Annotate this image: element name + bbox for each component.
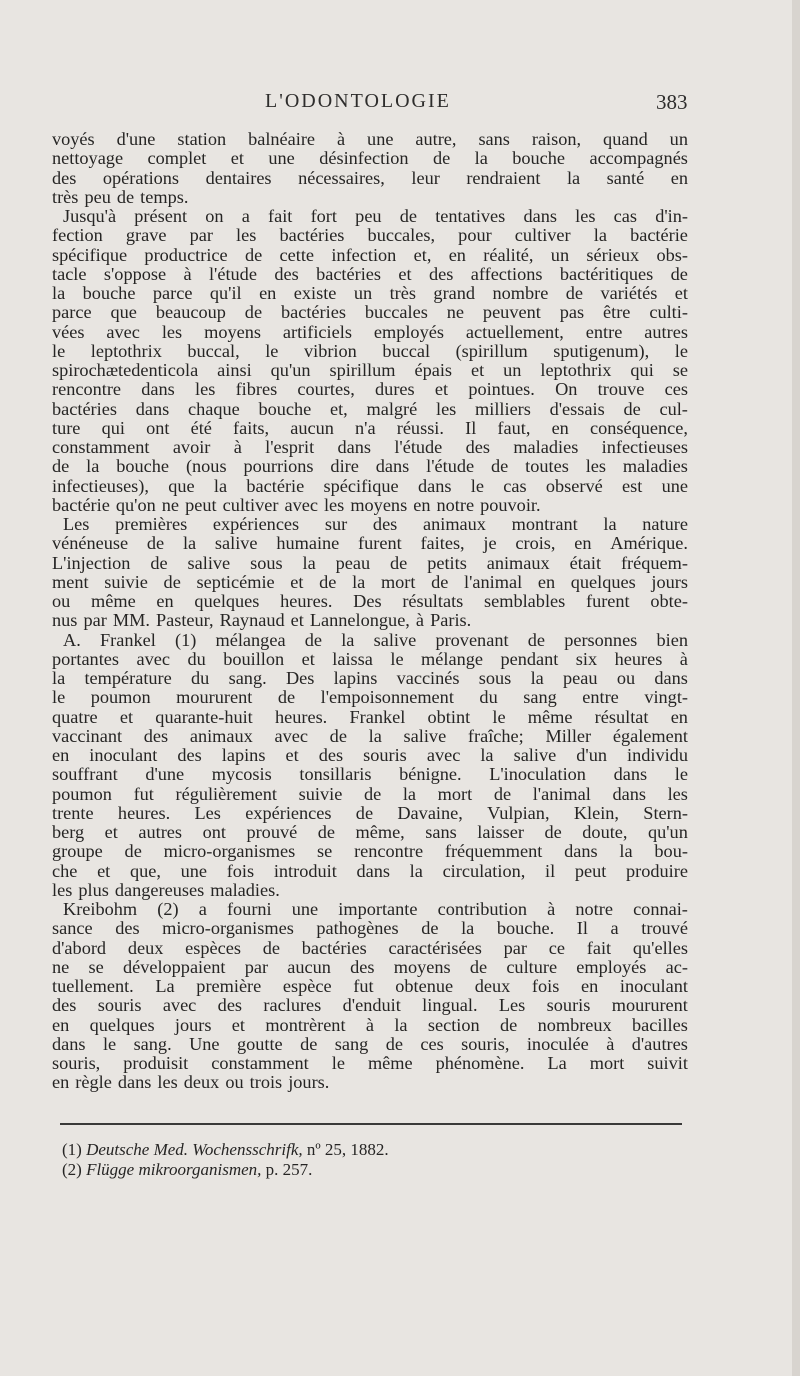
text-line: Kreibohm (2) a fourni une importante contribution à notre connai-: [63, 899, 688, 919]
text-line: nus par MM. Pasteur, Raynaud et Lannelongue, à Paris.: [52, 610, 472, 631]
text-line: ture qui ont été faits, aucun n'a réussi. Il faut, en conséquence,: [52, 417, 688, 438]
text-line: la bouche parce qu'il en existe un très grand nombre de variétés et: [52, 283, 688, 303]
footnote-details: p. 257.: [261, 1160, 313, 1179]
page-number: 383: [656, 90, 688, 114]
text-line: dans le sang. Une goutte de sang de ces souris, inoculée à d'autres: [52, 1033, 688, 1054]
text-line: nettoyage complet et une désinfection de la bouche accompagnés: [52, 148, 688, 169]
text-line: sance des micro-organismes pathogènes de la bouche. Il a trouvé: [52, 918, 688, 939]
text-line: la température du sang. Des lapins vaccinés sous la peau ou dans: [52, 668, 688, 688]
text-line: des souris avec des raclures d'enduit lingual. Les souris moururent: [52, 995, 688, 1016]
text-line: en quelques jours et montrèrent à la section de nombreux bacilles: [52, 1014, 688, 1035]
text-line: trente heures. Les expériences de Davaine, Vulpian, Klein, Stern-: [52, 802, 688, 823]
text-line: le poumon moururent de l'empoisonnement du sang entre vingt-: [52, 687, 688, 708]
text-line: tuellement. La première espèce fut obtenue deux fois en inoculant: [52, 976, 688, 996]
text-line: groupe de micro-organismes se rencontre fréquemment dans la bou-: [52, 841, 688, 862]
text-line: le leptothrix buccal, le vibrion buccal (spirillum sputigenum), le: [52, 340, 688, 361]
paragraph: [52, 900, 688, 1093]
text-line: ment suivie de septicémie et de la mort de l'animal en quelques jours: [52, 571, 688, 592]
text-line: portantes avec du bouillon et laissa le mélange pendant six heures à: [52, 648, 688, 669]
footnote-2: [62, 1160, 662, 1180]
text-line: souffrant d'une mycosis tonsillaris bénigne. L'inoculation dans le: [52, 764, 688, 785]
text-line: voyés d'une station balnéaire à une autre, sans raison, quand un: [52, 129, 688, 149]
text-line: infectieuses), que la bactérie spécifique dans le cas observé est une: [52, 475, 688, 496]
text-line: de la bouche (nous pourrions dire dans l'étude de toutes les maladies: [52, 456, 688, 477]
text-line: vées avec les moyens artificiels employés actuellement, entre autres: [52, 321, 688, 342]
footnote-details: nº 25, 1882.: [302, 1140, 389, 1159]
text-line: berg et autres ont prouvé de même, sans laisser de doute, qu'un: [52, 822, 688, 842]
text-line: L'injection de salive sous la peau de petits animaux était fréquem-: [52, 552, 688, 573]
text-line: les plus dangereuses maladies.: [52, 879, 280, 900]
text-line: ne se développaient par aucun des moyens de culture employés ac-: [52, 956, 688, 977]
text-line: constamment avoir à l'esprit dans l'étude des maladies infectieuses: [52, 437, 688, 457]
text-line: tacle s'oppose à l'étude des bactéries et des affections bactéritiques de: [52, 263, 688, 284]
text-line: poumon fut régulièrement suivie de la mort de l'animal dans les: [52, 783, 688, 804]
footnote-source: Deutsche Med. Wochensschrifk,: [86, 1140, 303, 1159]
running-title: L'ODONTOLOGIE: [265, 90, 451, 112]
paragraph: [52, 207, 688, 515]
text-line: A. Frankel (1) mélangea de la salive provenant de personnes bien: [63, 629, 688, 650]
text-line: spirochætedenticola ainsi qu'un spirillum épais et un leptothrix qui se: [52, 360, 688, 380]
text-line: quatre et quarante-huit heures. Frankel obtint le même résultat en: [52, 706, 688, 727]
page-edge: [792, 0, 800, 1376]
text-line: ou même en quelques heures. Des résultats semblables furent obte-: [52, 591, 688, 611]
text-line: vénéneuse de la salive humaine furent faites, je crois, en Amérique.: [52, 533, 688, 554]
text-line: rencontre dans les fibres courtes, dures et pointues. On trouve ces: [52, 379, 688, 400]
paragraph: [52, 631, 688, 901]
text-line: vaccinant des animaux avec de la salive fraîche; Miller également: [52, 725, 688, 746]
paragraph: [52, 130, 688, 207]
paragraph: [52, 515, 688, 631]
text-line: très peu de temps.: [52, 186, 189, 207]
body-text: [52, 130, 688, 1093]
footnote-1: [62, 1140, 662, 1160]
footnote-marker: (2): [62, 1160, 82, 1179]
text-line: parce que beaucoup de bactéries buccales ne peuvent pas être culti-: [52, 302, 688, 323]
text-line: d'abord deux espèces de bactéries caractérisées par ce fait qu'elles: [52, 937, 688, 958]
text-line: fection grave par les bactéries buccales, pour cultiver la bactérie: [52, 225, 688, 246]
text-line: des opérations dentaires nécessaires, leur rendraient la santé en: [52, 167, 688, 188]
footnote-source: Flügge mikroorganismen,: [86, 1160, 262, 1179]
footnote-marker: (1): [62, 1140, 82, 1159]
text-line: Jusqu'à présent on a fait fort peu de tentatives dans les cas d'in-: [63, 206, 688, 226]
text-line: en inoculant des lapins et des souris avec la salive d'un individu: [52, 745, 688, 765]
text-line: souris, produisit constamment le même phénomène. La mort suivit: [52, 1053, 688, 1073]
footnote-rule: [60, 1123, 682, 1125]
text-line: bactéries dans chaque bouche et, malgré les milliers d'essais de cul-: [52, 398, 688, 419]
text-line: en règle dans les deux ou trois jours.: [52, 1072, 330, 1093]
text-line: Les premières expériences sur des animaux montrant la nature: [63, 514, 688, 534]
text-line: che et que, une fois introduit dans la circulation, il peut produire: [52, 860, 688, 881]
footnotes: [62, 1140, 662, 1180]
text-line: spécifique productrice de cette infection et, en réalité, un sérieux obs-: [52, 244, 688, 265]
text-line: bactérie qu'on ne peut cultiver avec les moyens en notre pouvoir.: [52, 494, 541, 515]
